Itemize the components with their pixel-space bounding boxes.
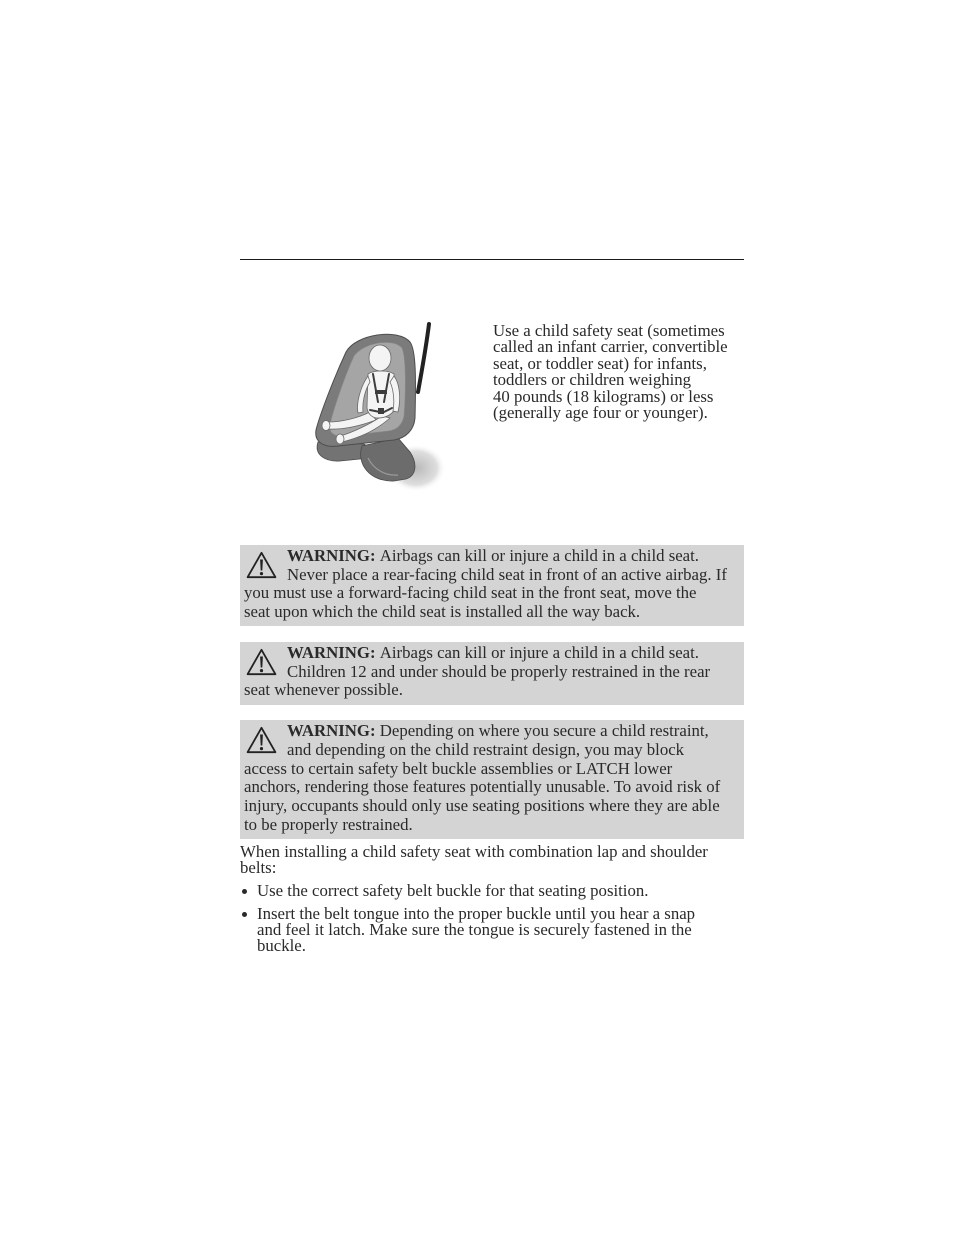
warning-line: injury, occupants should only use seating positions where they are able bbox=[244, 795, 720, 815]
intro-text bbox=[493, 323, 743, 421]
warning-label: WARNING: bbox=[287, 546, 376, 565]
warning-line: access to certain safety belt buckle assemblies or LATCH lower bbox=[244, 758, 673, 778]
warning-line: Never place a rear-facing child seat in front of an active airbag. If bbox=[287, 564, 727, 584]
warning-text: Airbags can kill or injure a child in a child seat. bbox=[379, 642, 699, 662]
list-item bbox=[240, 906, 744, 955]
warning-line: anchors, rendering those features potentially unusable. To avoid risk of bbox=[244, 777, 721, 797]
installation-section bbox=[240, 844, 744, 955]
warning-line: seat whenever possible. bbox=[244, 680, 403, 700]
intro-line: seat, or toddler seat) for infants, bbox=[493, 353, 707, 373]
warning-triangle-icon bbox=[246, 551, 277, 579]
warning-label: WARNING: bbox=[287, 642, 376, 662]
warning-line: and depending on the child restraint design, you may block bbox=[287, 739, 685, 759]
warning-box-children-rear-seat bbox=[240, 642, 744, 705]
warning-line bbox=[244, 644, 739, 663]
intro-line: toddlers or children weighing bbox=[493, 370, 692, 390]
list-item-line: Insert the belt tongue into the proper buckle until you hear a snap bbox=[257, 904, 696, 924]
warning-box-airbag-rear-facing bbox=[240, 545, 744, 626]
list-item bbox=[240, 883, 744, 899]
warning-text: Airbags can kill or injure a child in a child seat. bbox=[379, 546, 699, 565]
warning-line bbox=[244, 547, 739, 566]
tether-strap bbox=[418, 324, 429, 392]
header-rule bbox=[240, 259, 744, 260]
list-item-line: Use the correct safety belt buckle for that seating position. bbox=[257, 881, 649, 901]
warning-triangle-icon bbox=[246, 648, 277, 676]
paragraph-line: When installing a child safety seat with combination lap and shoulder bbox=[240, 842, 708, 862]
paragraph-line: belts: bbox=[240, 858, 277, 878]
warning-text: Depending on where you secure a child restraint, bbox=[379, 721, 709, 741]
intro-line: (generally age four or younger). bbox=[493, 403, 708, 423]
warning-line: to be properly restrained. bbox=[244, 814, 413, 834]
warning-line: seat upon which the child seat is installed all the way back. bbox=[244, 602, 641, 622]
bullet-list bbox=[240, 883, 744, 955]
intro-line: Use a child safety seat (sometimes bbox=[493, 321, 725, 340]
installation-paragraph bbox=[240, 844, 744, 876]
list-item-line: and feel it latch. Make sure the tongue is securely fastened in the bbox=[257, 920, 692, 940]
intro-line: 40 pounds (18 kilograms) or less bbox=[493, 386, 714, 406]
list-item-line: buckle. bbox=[257, 936, 306, 956]
warning-line bbox=[244, 722, 739, 741]
warning-box-latch-access bbox=[240, 720, 744, 839]
bullet-icon bbox=[242, 912, 247, 917]
child-safety-seat-illustration bbox=[298, 318, 448, 493]
warning-label: WARNING: bbox=[287, 721, 376, 741]
intro-line: called an infant carrier, convertible bbox=[493, 337, 728, 357]
bullet-icon bbox=[242, 889, 247, 894]
warning-triangle-icon bbox=[246, 726, 277, 754]
warning-line: you must use a forward-facing child seat in the front seat, move the bbox=[244, 583, 697, 603]
warning-line: Children 12 and under should be properly restrained in the rear bbox=[287, 661, 711, 681]
main-column bbox=[240, 545, 744, 961]
